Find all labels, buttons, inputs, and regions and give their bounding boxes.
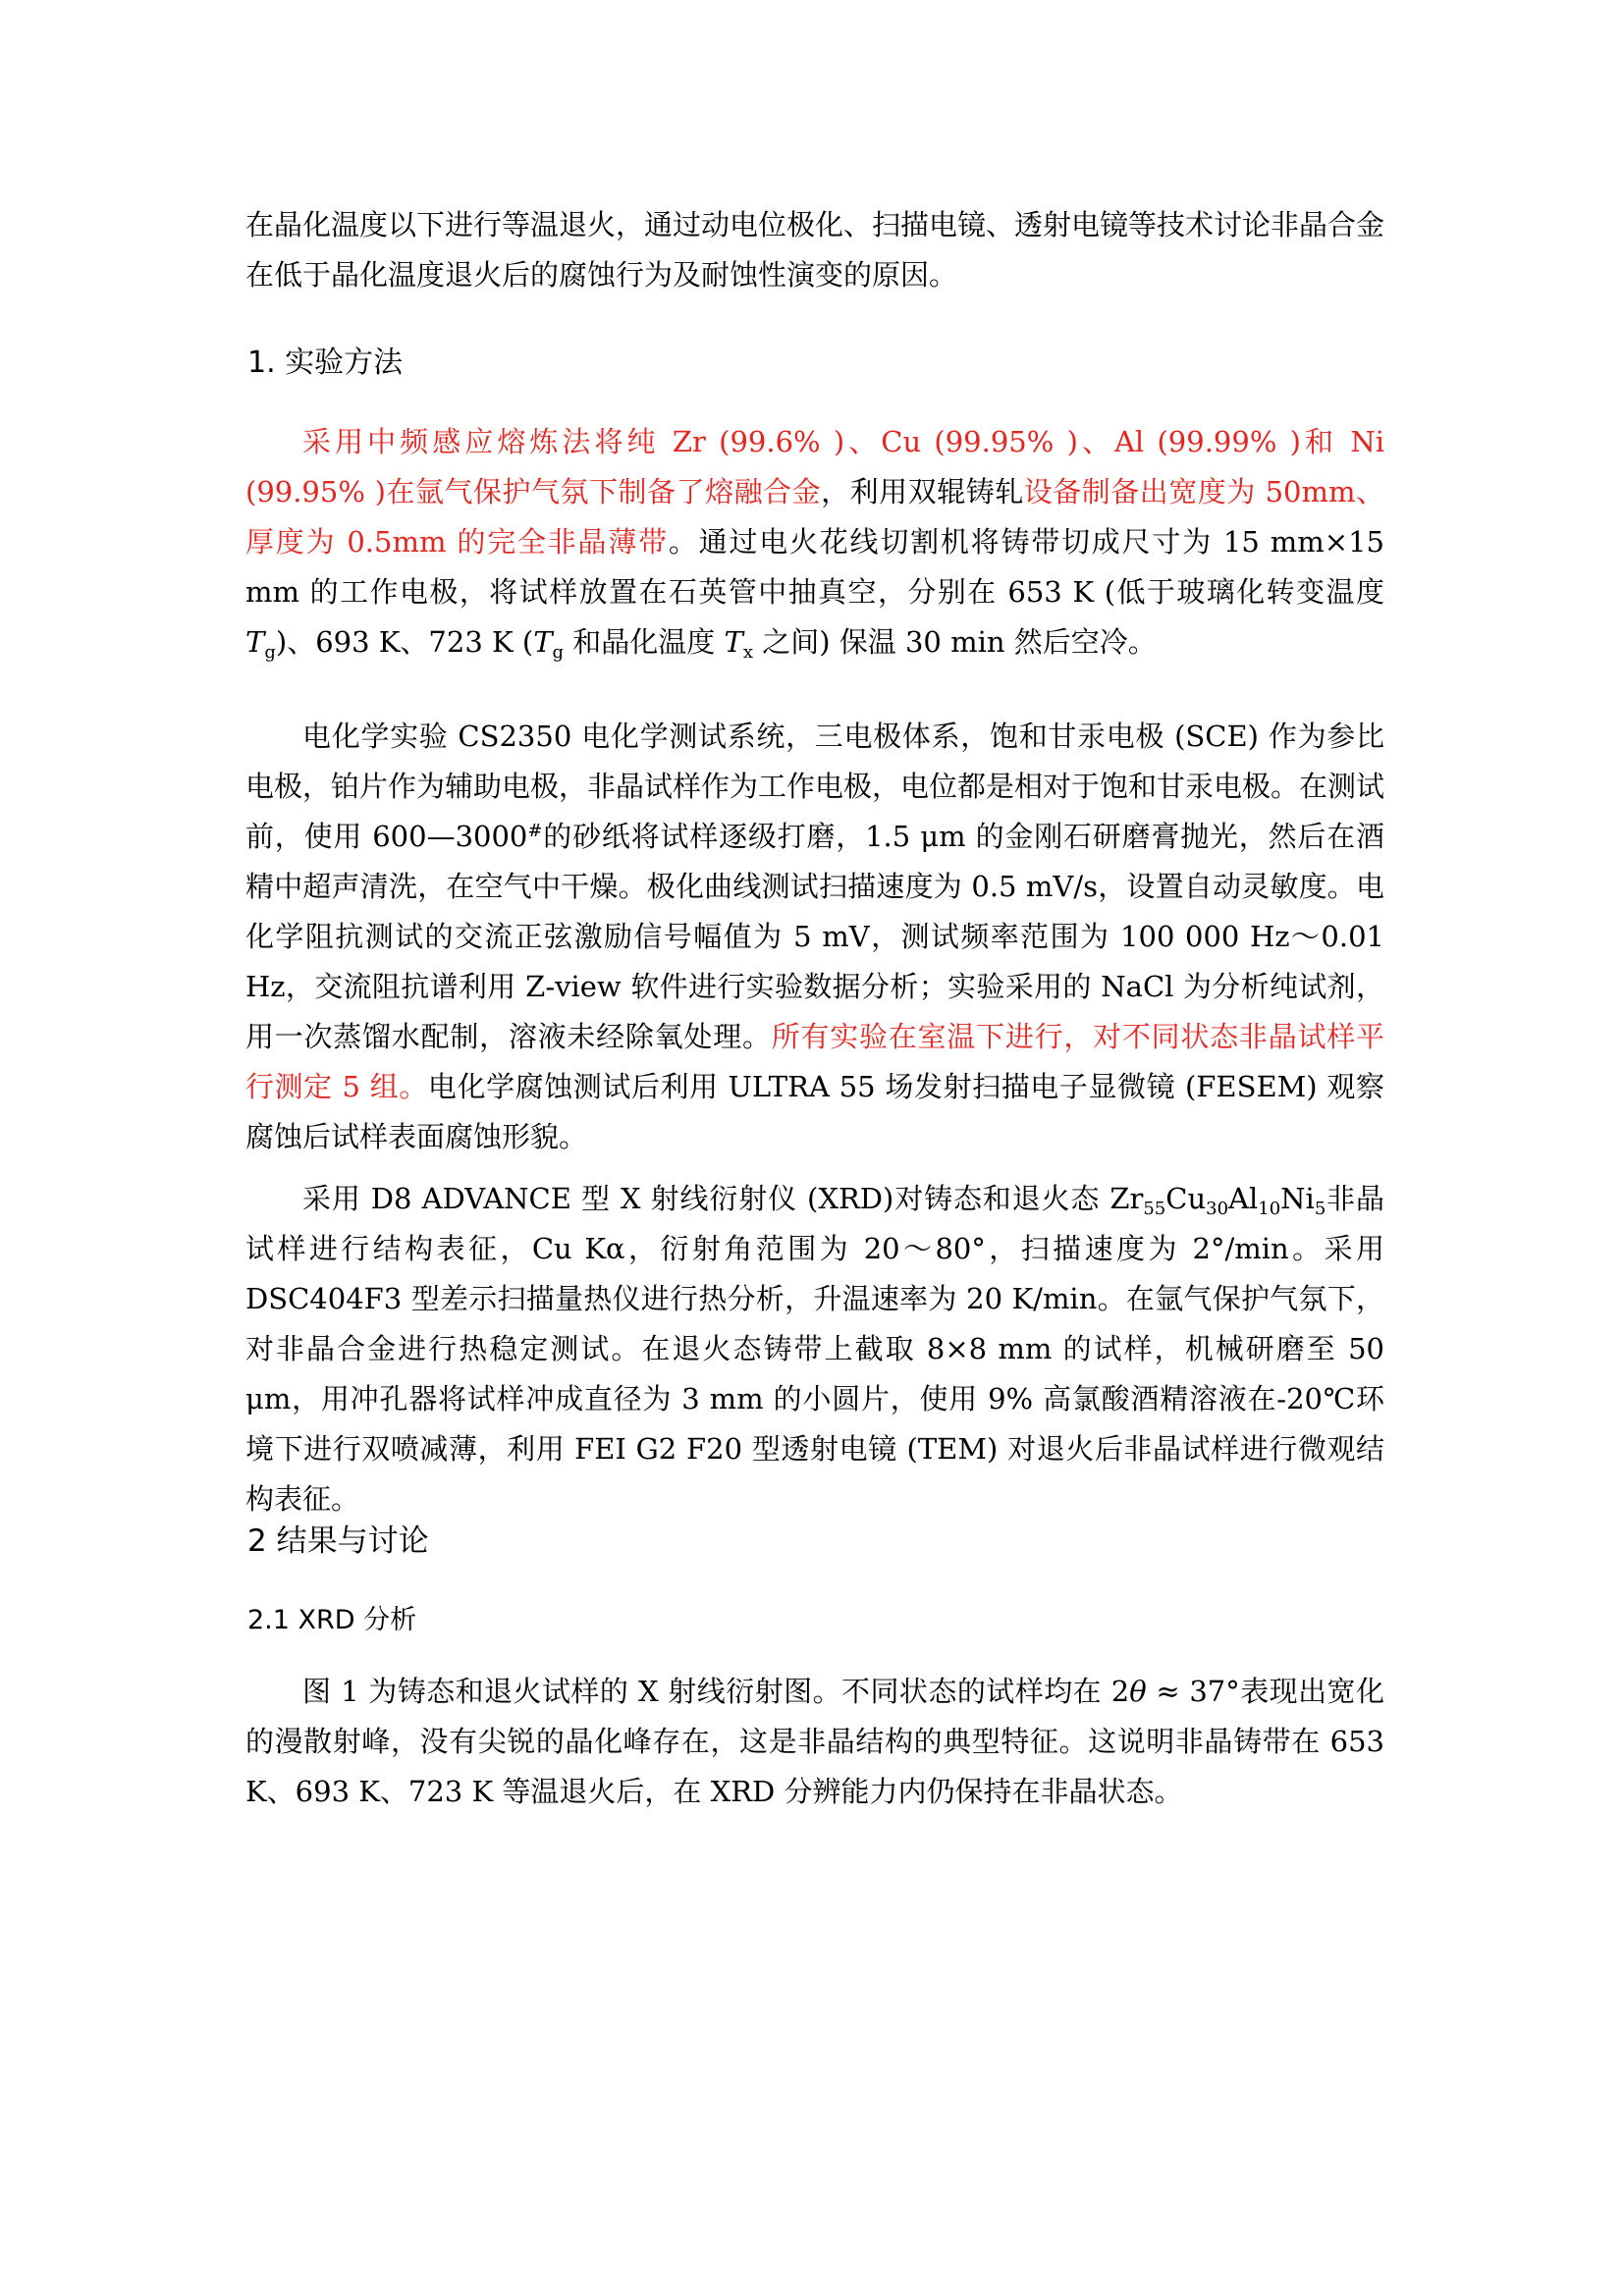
tg-symbol: T — [533, 625, 553, 659]
body-text: 采用 D8 ADVANCE 型 X 射线衍射仪 (XRD)对铸态和退火态 — [302, 1182, 1110, 1215]
tx-subscript: x — [742, 642, 754, 663]
red-text: 设备制备出宽度为 50mm、厚度为 0.5mm 的完全非晶薄带 — [245, 475, 1384, 559]
formula-zr: Zr — [1109, 1182, 1144, 1215]
red-text: 采用中频感应熔炼法将纯 Zr (99.6% )、Cu (99.95% )、Al (99.99% )和 Ni (99.95% )在氩气保护气氛下制备了熔融合金 — [245, 425, 1384, 508]
formula-al: Al — [1228, 1182, 1259, 1215]
tx-symbol: T — [724, 625, 743, 659]
body-text: ≈ 37°表现出宽化的漫散射峰，没有尖锐的晶化峰存在，这是非晶结构的典型特征。这说明非晶铸带在 653 K、693 K、723 K 等温退火后，在 XRD 分辨能力内仍保持在非晶状态。 — [245, 1675, 1385, 1808]
body-text: 电化学腐蚀测试后利用 ULTRA 55 场发射扫描电子显微镜 (FESEM) 观察腐蚀后试样表面腐蚀形貌。 — [245, 1070, 1384, 1153]
intro-text: 在晶化温度以下进行等温退火，通过动电位极化、扫描电镜、透射电镜等技术讨论非晶合金在低于晶化温度退火后的腐蚀行为及耐蚀性演变的原因。 — [245, 208, 1385, 292]
body-text: 电化学实验 CS2350 电化学测试系统，三电极体系，饱和甘汞电极 (SCE) 作为参比电极，铂片作为辅助电极，非晶试样作为工作电极，电位都是相对于饱和甘汞电极。在测试前，使用 600—3000 — [245, 720, 1385, 853]
formula-subscript: 55 — [1143, 1199, 1166, 1219]
tg-symbol: T — [245, 625, 265, 659]
xrd-paragraph — [245, 1667, 1384, 1817]
grit-superscript: # — [527, 821, 543, 841]
formula-ni: Ni — [1280, 1182, 1315, 1215]
formula-cu: Cu — [1165, 1182, 1207, 1215]
formula-subscript: 10 — [1258, 1199, 1281, 1219]
subsection-2-1-heading: 2.1 XRD 分析 — [247, 1605, 417, 1635]
tg-subscript: g — [552, 642, 565, 663]
body-text: 的砂纸将试样逐级打磨，1.5 μm 的金刚石研磨膏抛光，然后在酒精中超声清洗，在空气中干燥。极化曲线测试扫描速度为 0.5 mV/s，设置自动灵敏度。电化学阻抗测试的交流正弦激励信号幅值为 5 mV，测试频率范围为 100 000 Hz～0.01 Hz，交流阻抗谱利用 Z-view 软件进行实验数据分析；实验采用的 NaCl 为分析纯试剂，用一次蒸馏水配制，溶液未经除氧处理。 — [245, 820, 1385, 1053]
tg-subscript: g — [264, 642, 276, 663]
section-1-heading: 1. 实验方法 — [247, 346, 404, 380]
body-text: 。通过电火花线切割机将铸带切成尺寸为 15 mm×15 mm 的工作电极，将试样放置在石英管中抽真空，分别在 653 K (低于玻璃化转变温度 — [245, 525, 1384, 609]
body-text: 非晶试样进行结构表征，Cu Kα，衍射角范围为 20～80°，扫描速度为 2°/min。采用 DSC404F3 型差示扫描量热仪进行热分析，升温速率为 20 K/min。在氩气保护气氛下，对非晶合金进行热稳定测试。在退火态铸带上截取 8×8 mm 的试样，机械研磨至 50 μm，用冲孔器将试样冲成直径为 3 mm 的小圆片，使用 9% 高氯酸酒精溶液在-20℃环境下进行双喷减薄，利用 FEI G2 F20 型透射电镜 (TEM) 对退火后非晶试样进行微观结构表征。 — [245, 1182, 1384, 1516]
section-2-heading: 2 结果与讨论 — [247, 1523, 429, 1559]
body-text: 之间) 保温 30 min 然后空冷。 — [753, 625, 1157, 659]
formula-subscript: 30 — [1206, 1199, 1229, 1219]
body-text: ，利用双辊铸轧 — [821, 475, 1024, 508]
theta-symbol: θ — [1129, 1675, 1147, 1708]
intro-paragraph — [245, 200, 1384, 300]
experiment-paragraph-2 — [245, 712, 1384, 1162]
experiment-paragraph-3 — [245, 1174, 1384, 1524]
body-text: 和晶化温度 — [564, 625, 725, 659]
body-text: 图 1 为铸态和退火试样的 X 射线衍射图。不同状态的试样均在 2 — [302, 1675, 1130, 1708]
formula-subscript: 5 — [1314, 1199, 1326, 1219]
experiment-paragraph-1 — [245, 417, 1384, 667]
red-text: 所有实验在室温下进行，对不同状态非晶试样平行测定 5 组。 — [245, 1020, 1384, 1103]
body-text: )、693 K、723 K ( — [275, 625, 534, 659]
